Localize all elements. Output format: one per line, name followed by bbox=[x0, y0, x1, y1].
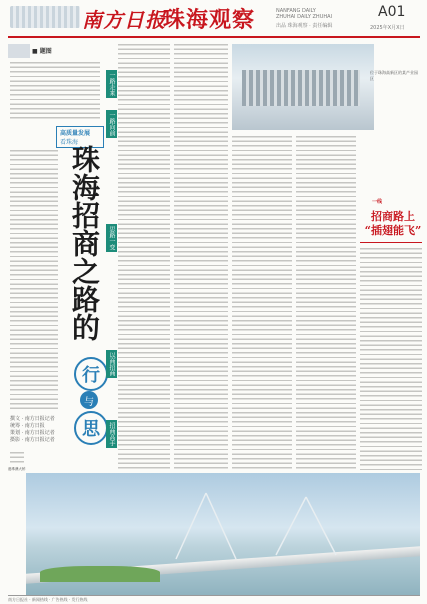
thumbnail-photo bbox=[8, 44, 30, 58]
left-top-heading: ■ 题图 bbox=[32, 48, 52, 55]
series-box-title: 高质量发展 bbox=[60, 130, 91, 137]
section-tab: 一路走来 bbox=[108, 72, 115, 96]
series-box-sub: 看珠海 bbox=[60, 139, 79, 146]
english-name: NANFANG DAILY ZHUHAI DAILY ZHUHAI bbox=[276, 8, 333, 20]
author-credit: 撰文 · 南方日报记者 统筹 · 南方日报 策划 · 南方日报记者 摄影 · 南方日报记者 bbox=[10, 416, 55, 443]
paper-name: 南方日报 bbox=[82, 8, 166, 32]
section-tab: 招商高手 bbox=[108, 422, 115, 446]
right-column-rule bbox=[360, 242, 422, 243]
issue-date: 2025年X月X日 bbox=[370, 25, 405, 31]
section-title: 珠海观察 bbox=[163, 7, 256, 33]
right-column-text bbox=[360, 248, 422, 470]
section-tab: 以商招商 bbox=[108, 352, 115, 376]
bridge-photo-caption: 港珠澳大桥 bbox=[8, 467, 26, 471]
masthead-logo bbox=[10, 6, 80, 28]
left-bottom-text bbox=[10, 452, 24, 464]
section-tab: 思路一变 bbox=[108, 226, 115, 250]
right-column-headline: 招商路上 “插翅能飞” bbox=[364, 210, 422, 237]
right-column-tag: 一线 bbox=[372, 199, 383, 205]
article-column-4 bbox=[296, 136, 356, 470]
left-column-text bbox=[10, 150, 58, 410]
building-facade bbox=[242, 70, 360, 106]
headline-si: 思 bbox=[74, 411, 108, 445]
article-column-2 bbox=[174, 44, 228, 470]
footer-rule bbox=[8, 595, 420, 596]
section-tab: 一路向前 bbox=[108, 112, 115, 136]
page-number: A01 bbox=[378, 4, 406, 20]
masthead-rule bbox=[8, 36, 420, 38]
main-headline: 珠海招商之路的 bbox=[68, 145, 101, 341]
headline-xing: 行 bbox=[74, 357, 108, 391]
article-column-3 bbox=[232, 136, 292, 470]
masthead-subline: 出品 珠海观察 · 责任编辑 bbox=[276, 23, 333, 29]
footer-text: 南方日报社 · 新闻热线 · 广告热线 · 发行热线 bbox=[8, 597, 88, 602]
building-photo-caption: 位于珠海高新区的某产业园区 bbox=[370, 70, 418, 81]
headline-yu: 与 bbox=[80, 391, 98, 409]
intro-text-block bbox=[10, 62, 100, 122]
bridge-cables bbox=[26, 473, 420, 595]
article-column-1 bbox=[118, 44, 170, 470]
